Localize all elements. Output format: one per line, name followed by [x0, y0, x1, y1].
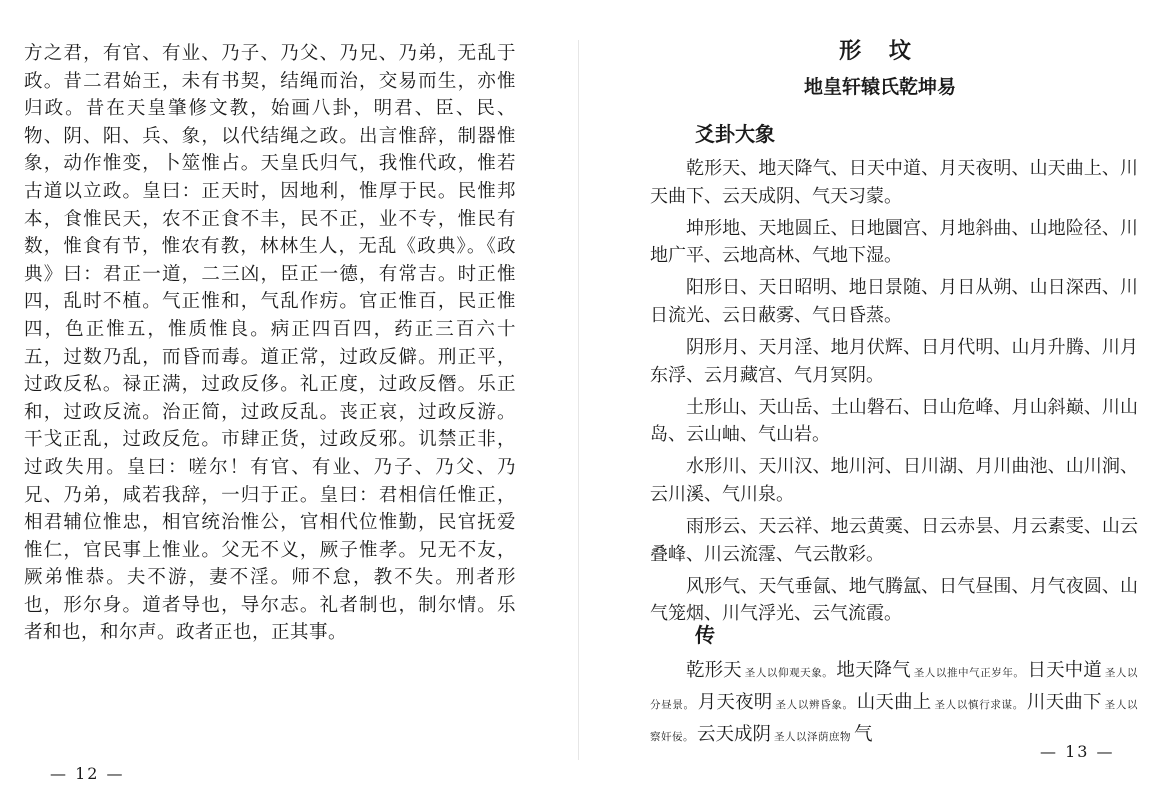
paragraph-qian: 乾形天、地天降气、日天中道、月天夜明、山天曲上、川天曲下、云天成阴、气天习蒙。 — [650, 158, 1138, 207]
paragraph-shui: 水形川、天川汉、地川河、日川湖、月川曲池、山川涧、云川溪、气川泉。 — [650, 456, 1138, 506]
section-heading-zhuan: 传 — [695, 623, 715, 647]
zhuan-note: 圣人以慎行求谋。 — [934, 699, 1024, 711]
zhuan-commentary — [650, 656, 1138, 752]
chapter-title: 形 坟 — [839, 38, 921, 64]
left-page — [0, 0, 578, 796]
zhuan-note: 圣人以泽荫庶物 — [774, 731, 852, 743]
zhuan-note: 圣人以分昼景。 — [650, 667, 1139, 711]
zhuan-term: 云天成阴 — [697, 724, 772, 745]
right-page-number: — 13 — — [1040, 742, 1115, 761]
zhuan-term: 气 — [854, 724, 873, 745]
zhuan-term: 地天降气 — [836, 660, 911, 681]
zhuan-term: 月天夜明 — [697, 692, 773, 713]
zhuan-term: 日天中道 — [1027, 660, 1102, 681]
left-page-body-text: 方之君，有官、有业、乃子、乃父、乃兄、乃弟，无乱于政。昔二君始王，未有书契，结绳而治，交易而生，亦惟归政。昔在天皇肇修文教，始画八卦，明君、臣、民、物、阴、阳、兵、象，以代结绳之政。出言惟辞，制器惟象，动作惟变，卜筮惟占。天皇氏归气，我惟代政，惟若古道以立政。皇曰：正天时，因地利，惟厚于民。民惟邦本，食惟民天，农不正食不丰，民不正，业不专，惟民有数，惟食有节，惟农有教，林林生人，无乱《政典》。《政典》曰：君正一道，二三凶，臣正一德，有常吉。时正惟四，乱时不植。气正惟和，气乱作疠。官正惟百，民正惟四，色正惟五，惟质惟良。病正四百四，药正三百六十五，过数乃乱，而昏而毒。道正常，过政反僻。刑正平，过政反私。禄正满，过政反侈。礼正度，过政反僭。乐正和，过政反流。治正简，过政反乱。丧正哀，过政反游。干戈正乱，过政反危。市肆正货，过政反邪。讥禁正非，过政失用。皇曰：嗟尔！有官、有业、乃子、乃父、乃兄、乃弟，咸若我辞，一归于正。皇曰：君相信任惟正，相君辅位惟忠，相官统治惟公，官相代位惟勤，民官抚爱惟仁，官民事上惟业。父无不义，厥子惟孝。兄无不友，厥弟惟恭。夫不游，妻不淫。师不怠，教不失。刑者形也，形尔身。道者导也，导尔志。礼者制也，制尔情。乐者和也，和尔声。政者正也，正其事。 — [24, 43, 516, 644]
zhuan-note: 圣人以仰观天象。 — [744, 667, 834, 679]
zhuan-note: 圣人以察奸佞。 — [650, 699, 1139, 743]
zhuan-note: 圣人以推中气正岁年。 — [913, 667, 1025, 679]
paragraph-yang: 阳形日、天日昭明、地日景随、月日从朔、山日深西、川日流光、云日蔽雾、气日昏蒸。 — [650, 277, 1138, 326]
zhuan-note: 圣人以辨昏象。 — [775, 699, 854, 711]
paragraph-yu: 雨形云、天云祥、地云黄霙、日云赤昙、月云素雯、山云叠峰、川云流霪、气云散彩。 — [650, 516, 1138, 565]
left-page-number: — 12 — — [50, 764, 125, 783]
paragraph-yin: 阴形月、天月淫、地月伏辉、日月代明、山月升腾、川月东浮、云月藏宫、气月冥阴。 — [650, 337, 1138, 386]
yao-gua-paragraphs — [650, 155, 1138, 633]
book-gutter — [578, 40, 579, 760]
zhuan-term: 山天曲上 — [856, 692, 932, 713]
section-heading-yao-gua: 爻卦大象 — [695, 122, 775, 146]
chapter-subtitle: 地皇轩辕氏乾坤易 — [803, 76, 956, 98]
paragraph-kun: 坤形地、天地圆丘、日地圜宫、月地斜曲、山地险径、川地广平、云地高林、气地下湿。 — [650, 217, 1138, 267]
paragraph-feng: 风形气、天气垂氤、地气腾氲、日气昼围、月气夜圆、山气笼烟、川气浮光、云气流霞。 — [650, 575, 1138, 625]
zhuan-term: 川天曲下 — [1026, 692, 1102, 713]
zhuan-term: 乾形天 — [686, 660, 742, 681]
paragraph-tu: 土形山、天山岳、土山磐石、日山危峰、月山斜巅、川山岛、云山岫、气山岩。 — [650, 396, 1138, 446]
right-page — [580, 0, 1159, 796]
